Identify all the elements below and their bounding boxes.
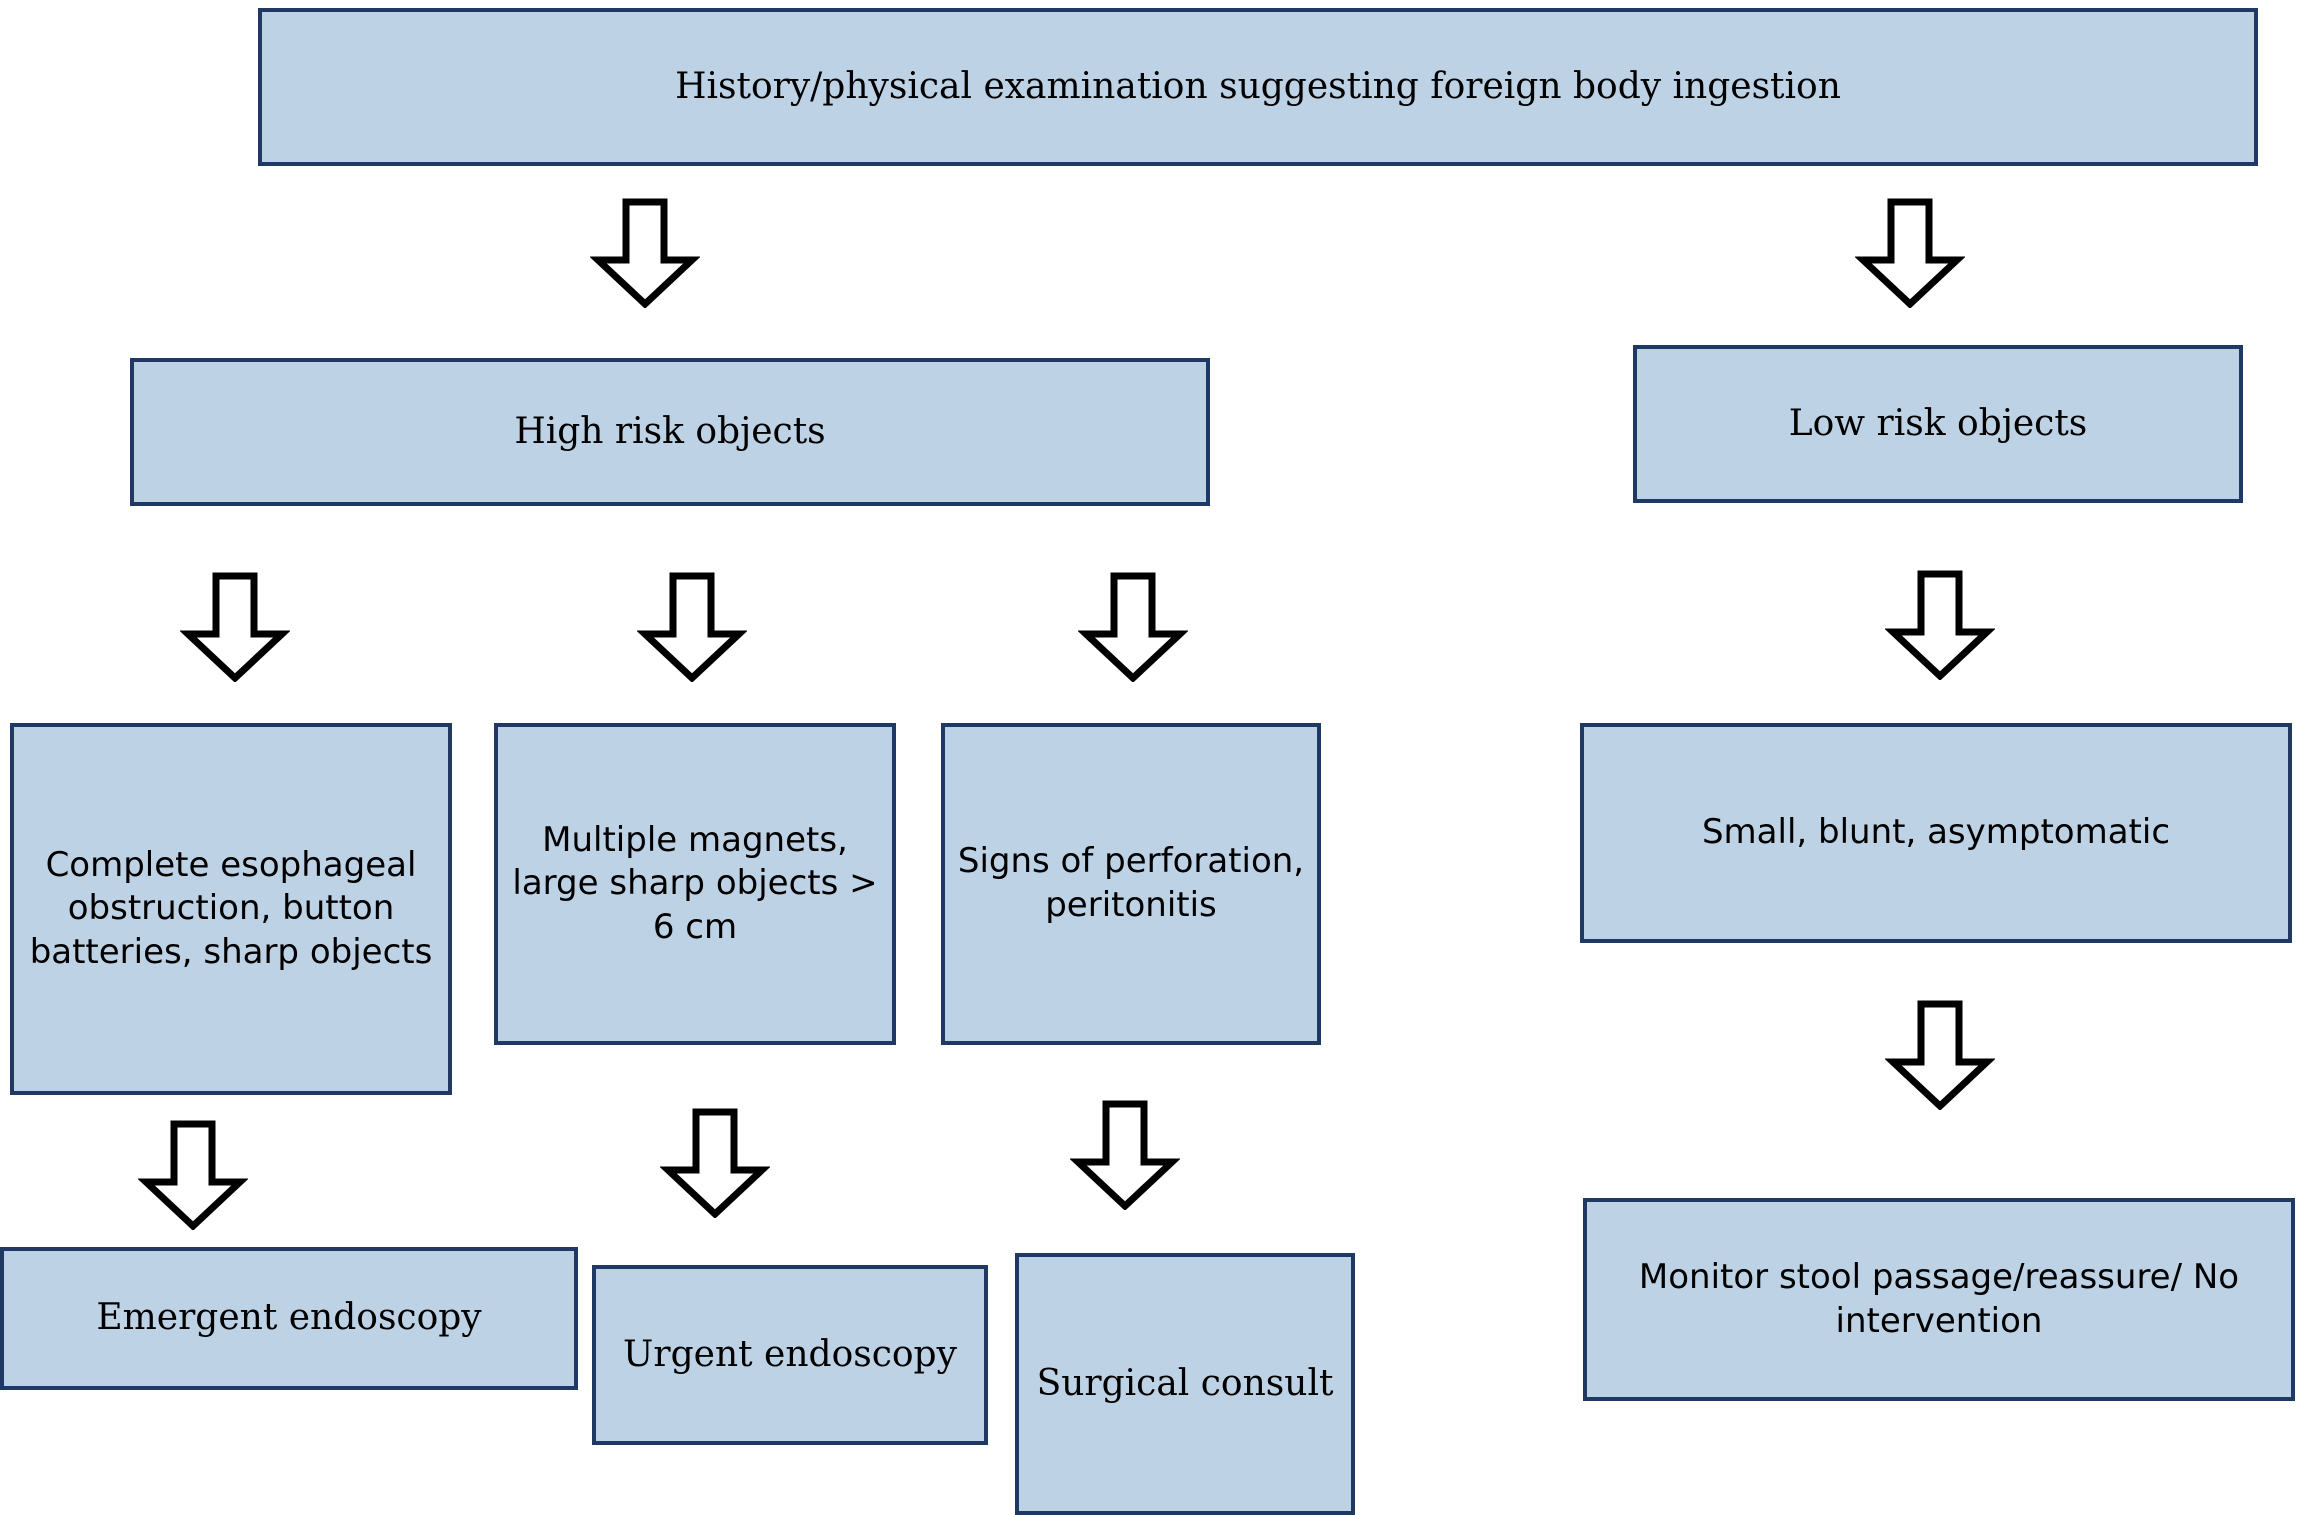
- down-arrow-icon: [1885, 570, 1995, 680]
- arrow-complete-obstruction-to-emergent-endoscopy: [138, 1120, 248, 1230]
- node-low-risk-label: Low risk objects: [1788, 402, 2088, 444]
- arrow-perforation-to-surgical-consult: [1070, 1100, 1180, 1210]
- node-urgent-endoscopy: [592, 1265, 988, 1445]
- node-complete-obstruction: [10, 723, 452, 1095]
- node-complete-obstruction-label: Complete esophageal obstruction, button batteries, sharp objects: [29, 844, 433, 972]
- node-magnets: [494, 723, 896, 1045]
- node-small-blunt-label: Small, blunt, asymptomatic: [1701, 812, 2171, 853]
- node-high-risk: [130, 358, 1210, 506]
- node-emergent-endoscopy-label: Emergent endoscopy: [96, 1297, 482, 1339]
- down-arrow-icon: [590, 198, 700, 308]
- arrow-magnets-to-urgent-endoscopy: [660, 1108, 770, 1218]
- node-emergent-endoscopy: [0, 1247, 578, 1390]
- down-arrow-icon: [1078, 572, 1188, 682]
- arrow-root-to-high-risk: [590, 198, 700, 308]
- node-perforation-label: Signs of perforation, peritonitis: [957, 841, 1305, 925]
- node-small-blunt: [1580, 723, 2292, 943]
- down-arrow-icon: [637, 572, 747, 682]
- arrow-root-to-low-risk: [1855, 198, 1965, 308]
- node-monitor-label: Monitor stool passage/reassure/ No intervention: [1638, 1256, 2240, 1341]
- node-low-risk: [1633, 345, 2243, 503]
- node-urgent-endoscopy-label: Urgent endoscopy: [623, 1333, 957, 1375]
- node-surgical-consult-label: Surgical consult: [1036, 1362, 1334, 1404]
- node-root: [258, 8, 2258, 166]
- node-root-label: History/physical examination suggesting foreign body ingestion: [675, 65, 1841, 107]
- arrow-high-risk-to-magnets: [637, 572, 747, 682]
- node-surgical-consult: [1015, 1253, 1355, 1515]
- down-arrow-icon: [660, 1108, 770, 1218]
- down-arrow-icon: [180, 572, 290, 682]
- arrow-high-risk-to-complete-obstruction: [180, 572, 290, 682]
- down-arrow-icon: [1855, 198, 1965, 308]
- arrow-high-risk-to-perforation: [1078, 572, 1188, 682]
- down-arrow-icon: [1070, 1100, 1180, 1210]
- node-magnets-label: Multiple magnets, large sharp objects > 6 cm: [512, 819, 878, 947]
- down-arrow-icon: [1885, 1000, 1995, 1110]
- arrow-small-blunt-to-monitor: [1885, 1000, 1995, 1110]
- node-monitor: [1583, 1198, 2295, 1401]
- down-arrow-icon: [138, 1120, 248, 1230]
- node-perforation: [941, 723, 1321, 1045]
- arrow-low-risk-to-small-blunt: [1885, 570, 1995, 680]
- node-high-risk-label: High risk objects: [514, 410, 826, 452]
